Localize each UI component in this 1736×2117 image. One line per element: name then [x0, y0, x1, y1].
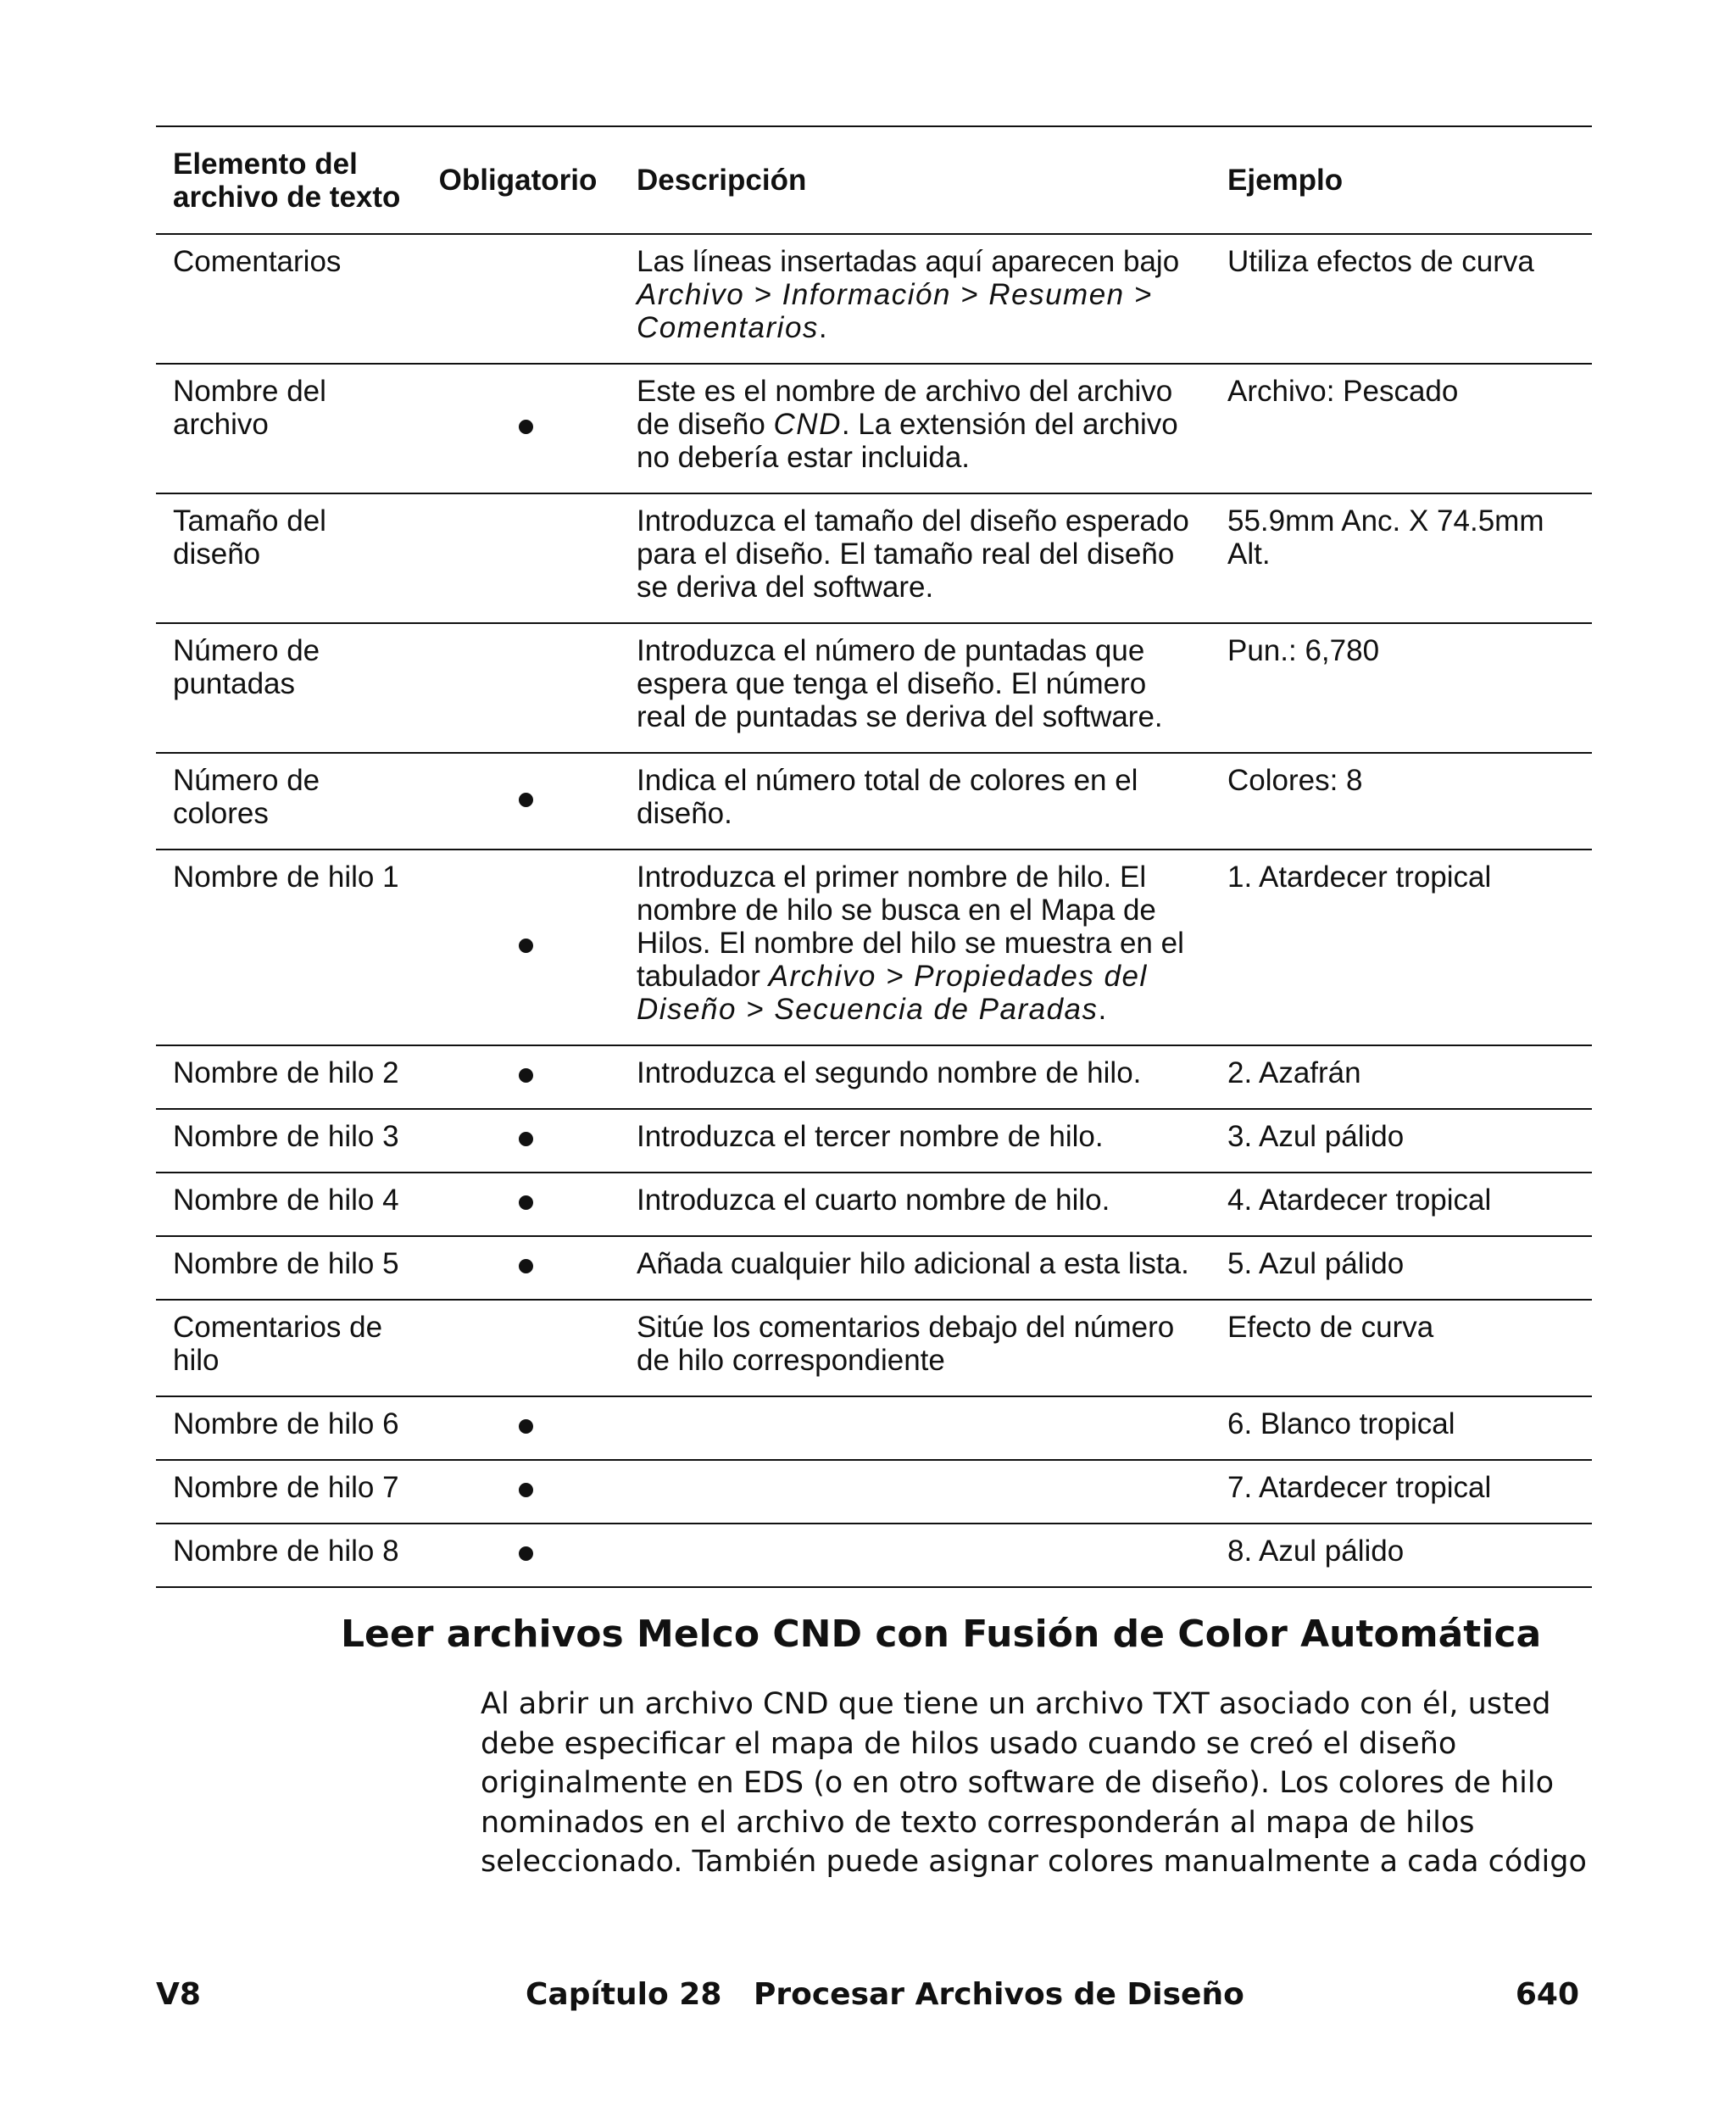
cell-element: Comentarios de hilo [156, 1300, 416, 1396]
description-text: Sitúe los comentarios debajo del número de hilo correspondiente [637, 1311, 1175, 1377]
cell-required [416, 623, 620, 753]
cell-element: Nombre de hilo 8 [156, 1524, 416, 1587]
description-text: Introduzca el primer nombre de hilo. El nombre de hilo se busca en el Mapa de Hilos. El nombre del hilo se muestra en el tabulador [637, 861, 1184, 993]
section-heading: Leer archivos Melco CND con Fusión de Color Automática [341, 1613, 1542, 1656]
table-row [156, 1300, 1592, 1396]
description-text: Introduzca el tercer nombre de hilo. [637, 1120, 1104, 1153]
required-bullet-icon [519, 939, 533, 953]
cell-element: Nombre de hilo 5 [156, 1236, 416, 1300]
cell-example: Utiliza efectos de curva [1210, 234, 1592, 364]
cell-example: 7. Atardecer tropical [1210, 1460, 1592, 1524]
footer-page-number: 640 [1515, 1977, 1579, 2012]
table-row [156, 623, 1592, 753]
cell-example: 8. Azul pálido [1210, 1524, 1592, 1587]
table-row [156, 850, 1592, 1045]
description-text: . [818, 311, 827, 344]
cell-description [620, 1173, 1210, 1236]
cell-example: 4. Atardecer tropical [1210, 1173, 1592, 1236]
cell-required [416, 753, 620, 850]
description-menu-path: Archivo > Propiedades del Diseño > Secuencia de Paradas [637, 960, 1148, 1026]
cell-description [620, 493, 1210, 623]
required-bullet-icon [519, 1068, 533, 1083]
cell-required [416, 1173, 620, 1236]
required-bullet-icon [519, 1546, 533, 1561]
cell-example: Efecto de curva [1210, 1300, 1592, 1396]
cell-required [416, 1460, 620, 1524]
cell-required [416, 1524, 620, 1587]
description-text: Indica el número total de colores en el diseño. [637, 764, 1138, 830]
description-text: . [1098, 993, 1107, 1026]
table-row [156, 1524, 1592, 1587]
required-bullet-icon [519, 1259, 533, 1273]
footer-version: V8 [156, 1977, 201, 2012]
cell-description [620, 850, 1210, 1045]
table-row [156, 1460, 1592, 1524]
cell-element: Nombre de hilo 2 [156, 1045, 416, 1109]
table-row [156, 1236, 1592, 1300]
cell-description [620, 753, 1210, 850]
description-text: Este es el nombre de archivo del archivo de diseño [637, 375, 1173, 441]
page-footer [0, 1977, 1736, 2020]
description-text: . La extensión del archivo no debería estar incluida. [637, 408, 1178, 474]
description-text: Introduzca el segundo nombre de hilo. [637, 1056, 1142, 1089]
table-row [156, 753, 1592, 850]
table-row [156, 493, 1592, 623]
required-bullet-icon [519, 1483, 533, 1497]
cell-required [416, 1045, 620, 1109]
cell-description [620, 234, 1210, 364]
cell-required [416, 234, 620, 364]
description-text: Introduzca el cuarto nombre de hilo. [637, 1184, 1110, 1217]
cell-description [620, 1300, 1210, 1396]
required-bullet-icon [519, 420, 533, 434]
cell-example: Pun.: 6,780 [1210, 623, 1592, 753]
cell-description [620, 364, 1210, 493]
file-elements-table [156, 125, 1592, 1588]
table-row [156, 1109, 1592, 1173]
cell-required [416, 1109, 620, 1173]
cell-element: Número de colores [156, 753, 416, 850]
cell-example: Archivo: Pescado [1210, 364, 1592, 493]
cell-description [620, 1524, 1210, 1587]
required-bullet-icon [519, 793, 533, 807]
cell-element: Número de puntadas [156, 623, 416, 753]
cell-element: Nombre de hilo 4 [156, 1173, 416, 1236]
cell-required [416, 1300, 620, 1396]
cell-element: Comentarios [156, 234, 416, 364]
cell-example: 5. Azul pálido [1210, 1236, 1592, 1300]
cell-required [416, 1236, 620, 1300]
cell-required [416, 493, 620, 623]
cell-element: Nombre del archivo [156, 364, 416, 493]
cell-description [620, 1396, 1210, 1460]
description-text: Las líneas insertadas aquí aparecen bajo [637, 245, 1180, 278]
cell-required [416, 1396, 620, 1460]
cell-required [416, 850, 620, 1045]
cell-description [620, 1045, 1210, 1109]
description-menu-path: CND [773, 408, 842, 441]
table-row [156, 1396, 1592, 1460]
cell-example: 3. Azul pálido [1210, 1109, 1592, 1173]
cell-example: 55.9mm Anc. X 74.5mm Alt. [1210, 493, 1592, 623]
cell-example: 6. Blanco tropical [1210, 1396, 1592, 1460]
table-header-row [156, 126, 1592, 234]
table-row [156, 364, 1592, 493]
cell-description [620, 623, 1210, 753]
cell-element: Nombre de hilo 3 [156, 1109, 416, 1173]
header-description: Descripción [620, 126, 1210, 234]
footer-chapter: Capítulo 28 Procesar Archivos de Diseño [526, 1977, 1244, 2012]
header-required: Obligatorio [416, 126, 620, 234]
paragraph-line: originalmente en EDS (o en otro software de diseño). Los colores de hilo [481, 1766, 1554, 1800]
table-row [156, 1045, 1592, 1109]
description-text: Añada cualquier hilo adicional a esta lista. [637, 1247, 1189, 1280]
paragraph-line: debe especificar el mapa de hilos usado cuando se creó el diseño [481, 1726, 1457, 1761]
table-row [156, 234, 1592, 364]
section-paragraph [481, 1685, 1608, 1882]
cell-description [620, 1460, 1210, 1524]
cell-description [620, 1236, 1210, 1300]
description-text: Introduzca el número de puntadas que espera que tenga el diseño. El número real de puntadas se deriva del software. [637, 634, 1163, 733]
cell-description [620, 1109, 1210, 1173]
header-element: Elemento del archivo de texto [156, 126, 416, 234]
cell-element: Nombre de hilo 1 [156, 850, 416, 1045]
paragraph-line: nominados en el archivo de texto corresponderán al mapa de hilos [481, 1805, 1475, 1840]
table-row [156, 1173, 1592, 1236]
cell-required [416, 364, 620, 493]
header-example: Ejemplo [1210, 126, 1592, 234]
paragraph-line: seleccionado. También puede asignar colores manualmente a cada código [481, 1845, 1587, 1879]
required-bullet-icon [519, 1419, 533, 1434]
cell-example: Colores: 8 [1210, 753, 1592, 850]
cell-element: Tamaño del diseño [156, 493, 416, 623]
cell-element: Nombre de hilo 7 [156, 1460, 416, 1524]
description-menu-path: Archivo > Información > Resumen > Comentarios [637, 278, 1153, 344]
table-body [156, 234, 1592, 1587]
cell-example: 1. Atardecer tropical [1210, 850, 1592, 1045]
required-bullet-icon [519, 1195, 533, 1210]
cell-example: 2. Azafrán [1210, 1045, 1592, 1109]
cell-element: Nombre de hilo 6 [156, 1396, 416, 1460]
description-text: Introduzca el tamaño del diseño esperado para el diseño. El tamaño real del diseño se deriva del software. [637, 504, 1189, 604]
required-bullet-icon [519, 1132, 533, 1146]
paragraph-line: Al abrir un archivo CND que tiene un archivo TXT asociado con él, usted [481, 1687, 1551, 1721]
